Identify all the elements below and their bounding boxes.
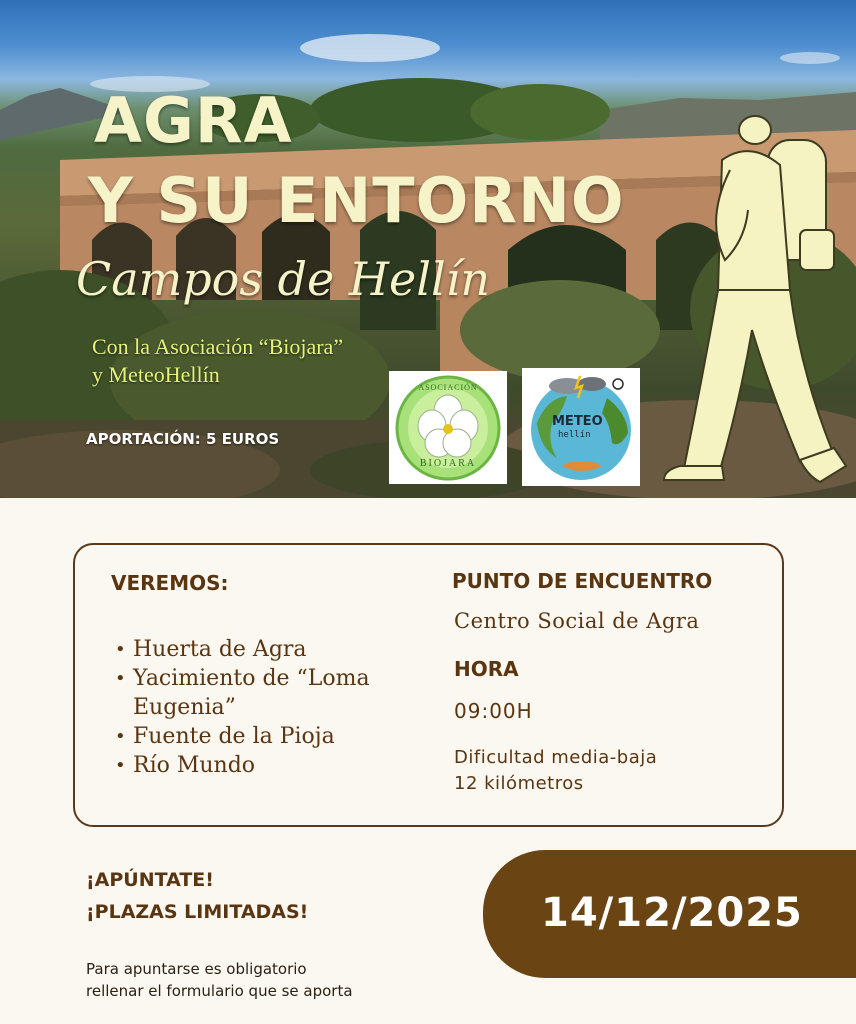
note-line-2: rellenar el formulario que se aporta: [86, 982, 353, 1000]
list-item-text-cont: Eugenia”: [133, 695, 236, 720]
hour-value: 09:00H: [454, 699, 533, 723]
hiker-illustration-icon: [650, 110, 850, 490]
note-line-1: Para apuntarse es obligatorio: [86, 960, 307, 978]
title-line-1: AGRA: [94, 84, 293, 157]
cta-line-1: ¡APÚNTATE!: [86, 869, 214, 891]
list-item: • Huerta de Agra: [111, 635, 370, 664]
event-info-box: [73, 543, 784, 827]
event-date: 14/12/2025: [541, 890, 803, 936]
meteohellin-logo: [522, 368, 640, 486]
difficulty-line-2: 12 kilómetros: [454, 773, 584, 794]
hour-title: HORA: [454, 657, 519, 681]
meteo-logo-text-top: METEO: [552, 414, 603, 429]
date-badge: [483, 850, 856, 978]
signup-note: [86, 958, 353, 1002]
meeting-point-value: Centro Social de Agra: [454, 609, 700, 633]
meteo-logo-text-bottom: hellín: [558, 430, 591, 440]
biojara-logo-bottom-text: BIOJARA: [419, 458, 477, 469]
biojara-logo-top-text: ASOCIACIÓN: [418, 383, 478, 392]
list-item: • Río Mundo: [111, 751, 370, 780]
meeting-point-title: PUNTO DE ENCUENTRO: [452, 569, 713, 593]
association-text: [92, 333, 343, 389]
contribution-text: APORTACIÓN: 5 EUROS: [86, 430, 280, 448]
association-line-2: y MeteoHellín: [92, 362, 220, 387]
list-item: [111, 664, 370, 722]
veremos-list: [111, 635, 370, 780]
list-item: • Fuente de la Pioja: [111, 722, 370, 751]
list-item-text: Yacimiento de “Loma: [133, 666, 370, 691]
hero-photo: [0, 0, 856, 498]
veremos-title: VEREMOS:: [111, 571, 229, 595]
difficulty-line-1: Dificultad media-baja: [454, 747, 658, 768]
association-line-1: Con la Asociación “Biojara”: [92, 334, 344, 359]
difficulty-text: [454, 745, 657, 797]
biojara-logo: [389, 371, 507, 484]
subtitle: Campos de Hellín: [76, 252, 490, 306]
cta-line-2: ¡PLAZAS LIMITADAS!: [86, 901, 309, 923]
signup-call-to-action: [86, 864, 308, 928]
title-line-2: Y SU ENTORNO: [88, 164, 625, 237]
